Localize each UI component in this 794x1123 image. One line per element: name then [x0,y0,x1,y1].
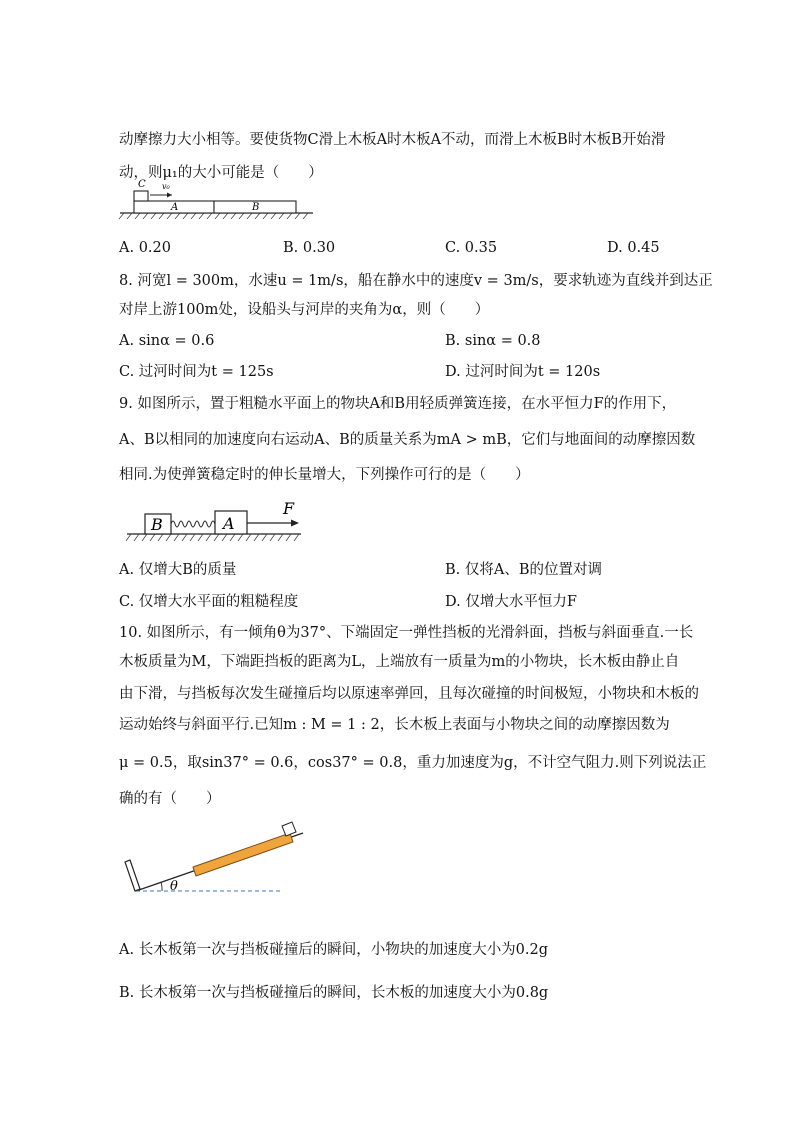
q7-option-a: A. 0.20 [119,240,171,256]
q9-option-b: B. 仅将A、B的位置对调 [445,562,602,578]
label-f: F [283,499,295,518]
q10-option-b: B. 长木板第一次与挡板碰撞后的瞬间，长木板的加速度大小为0.8g [119,985,549,1001]
q9-option-c: C. 仅增大水平面的粗糙程度 [119,594,299,610]
label-c: C [138,179,146,190]
q9-stem-line3: 相同.为使弹簧稳定时的伸长量增大，下列操作可行的是（ ） [119,467,530,483]
q7-stem-line1: 动摩擦力大小相等。要使货物C滑上木板A时木板A不动，而滑上木板B时木板B开始滑 [119,132,666,148]
q7-option-b: B. 0.30 [283,240,336,256]
baffle [125,860,140,891]
q9-stem-line2: A、B以相同的加速度向右运动A、B的质量关系为mA > mB，它们与地面间的动摩擦因数 [119,432,696,448]
q9-stem-line1: 9. 如图所示，置于粗糙水平面上的物块A和B用轻质弹簧连接，在水平恒力F的作用下， [119,396,677,412]
q7-figure [118,175,318,220]
q9-option-a: A. 仅增大B的质量 [119,562,237,578]
q10-stem-line6: 确的有（ ） [119,791,221,807]
q10-stem-line5: μ = 0.5，取sin37° = 0.6，cos37° = 0.8，重力加速度为g，不计空气阻力.则下列说法正 [119,755,707,771]
label-a: A [223,514,235,533]
q8-stem-line2: 对岸上游100m处，设船头与河岸的夹角为α，则（ ） [119,302,490,318]
label-v0: v₀ [162,182,170,191]
q8-option-d: D. 过河时间为t = 120s [445,364,601,380]
q10-stem-line2: 木板质量为M，下端距挡板的距离为L，上端放有一质量为m的小物块，长木板由静止自 [119,654,680,670]
q10-option-a: A. 长木板第一次与挡板碰撞后的瞬间，小物块的加速度大小为0.2g [119,942,549,958]
label-a: A [171,202,179,213]
q9-figure [125,496,305,548]
q9-option-d: D. 仅增大水平恒力F [445,594,577,610]
long-board [193,833,293,876]
q8-option-c: C. 过河时间为t = 125s [119,364,274,380]
small-block [282,822,296,836]
label-theta: θ [170,879,178,894]
q7-option-c: C. 0.35 [445,240,498,256]
cargo-c [134,191,148,201]
q10-stem-line4: 运动始终与斜面平行.已知m : M = 1 : 2，长木板上表面与小物块之间的动摩擦因数为 [119,717,670,733]
q10-figure [118,812,318,897]
q7-stem-line2: 动，则μ₁的大小可能是（ ） [119,165,323,181]
label-b: B [151,515,163,534]
q8-option-b: B. sinα = 0.8 [445,333,541,349]
q8-option-a: A. sinα = 0.6 [119,333,215,349]
label-b: B [252,202,260,213]
q10-stem-line3: 由下滑，与挡板每次发生碰撞后均以原速率弹回，且每次碰撞的时间极短，小物块和木板的 [119,686,699,702]
q10-stem-line1: 10. 如图所示，有一倾角θ为37°、下端固定一弹性挡板的光滑斜面，挡板与斜面垂直.一长 [119,625,694,641]
spring [171,521,215,527]
q8-stem-line1: 8. 河宽l = 300m，水速u = 1m/s，船在静水中的速度v = 3m/s，要求轨迹为直线并到达正 [119,273,713,289]
q7-option-d: D. 0.45 [607,240,660,256]
